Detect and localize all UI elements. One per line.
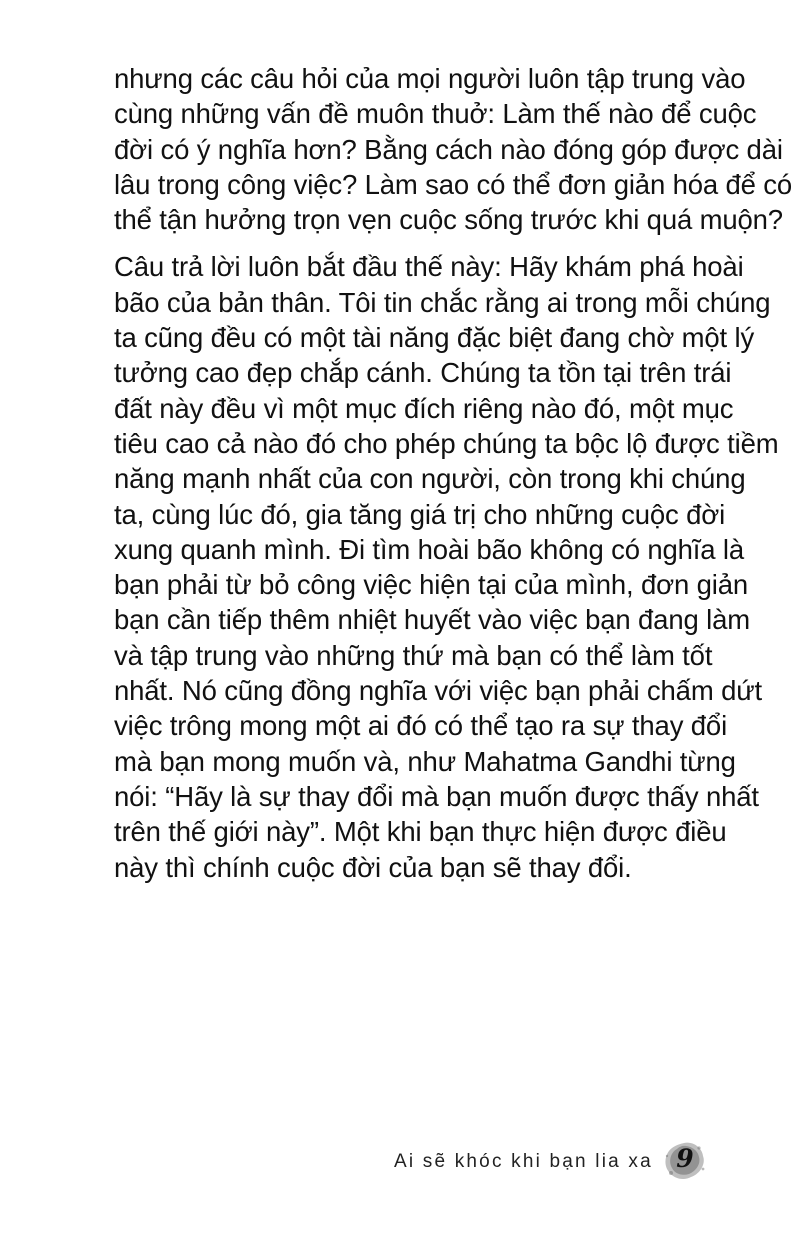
body-text — [114, 61, 793, 885]
text-line: đời có ý nghĩa hơn? Bằng cách nào đóng góp được dài — [114, 133, 783, 165]
text-line: việc trông mong một ai đó có thể tạo ra sự thay đổi — [114, 710, 728, 742]
page-footer — [394, 1144, 724, 1187]
text-line: bạn cần tiếp thêm nhiệt huyết vào việc bạn đang làm — [114, 604, 750, 636]
page-number: 9 — [676, 1144, 694, 1173]
text-line: nói: “Hãy là sự thay đổi mà bạn muốn được thấy nhất — [114, 780, 759, 812]
text-line: Câu trả lời luôn bắt đầu thế này: Hãy khám phá hoài — [114, 251, 744, 283]
paragraph-2 — [114, 249, 779, 884]
text-line: lâu trong công việc? Làm sao có thể đơn giản hóa để có — [114, 168, 793, 200]
text-line: bạn phải từ bỏ công việc hiện tại của mình, đơn giản — [114, 569, 749, 601]
text-line: tưởng cao đẹp chắp cánh. Chúng ta tồn tại trên trái — [114, 357, 732, 389]
text-line: nhất. Nó cũng đồng nghĩa với việc bạn phải chấm dứt — [114, 675, 762, 707]
text-line: nhưng các câu hỏi của mọi người luôn tập trung vào — [114, 63, 746, 94]
text-line: trên thế giới này”. Một khi bạn thực hiện được điều — [114, 816, 727, 848]
text-line: tiêu cao cả nào đó cho phép chúng ta bộc lộ được tiềm — [114, 427, 779, 459]
text-line: thể tận hưởng trọn vẹn cuộc sống trước khi quá muộn? — [114, 204, 783, 236]
text-line: này thì chính cuộc đời của bạn sẽ thay đổi. — [114, 851, 632, 883]
text-line: ta, cùng lúc đó, gia tăng giá trị cho những cuộc đời — [114, 498, 726, 530]
text-line: và tập trung vào những thứ mà bạn có thể làm tốt — [114, 639, 713, 671]
running-title: Ai sẽ khóc khi bạn lia xa — [394, 1151, 653, 1172]
text-line: năng mạnh nhất của con người, còn trong khi chúng — [114, 463, 746, 495]
text-line: bão của bản thân. Tôi tin chắc rằng ai trong mỗi chúng — [114, 286, 771, 318]
page-number-badge — [660, 1139, 708, 1183]
text-line: xung quanh mình. Đi tìm hoài bão không có nghĩa là — [114, 533, 745, 565]
text-line: mà bạn mong muốn và, như Mahatma Gandhi từng — [114, 745, 736, 777]
text-line: cùng những vấn đề muôn thuở: Làm thế nào để cuộc — [114, 98, 757, 130]
text-line: ta cũng đều có một tài năng đặc biệt đang chờ một lý — [114, 322, 755, 354]
paragraph-1 — [114, 61, 793, 237]
text-line: đất này đều vì một mục đích riêng nào đó, một mục — [114, 392, 734, 424]
